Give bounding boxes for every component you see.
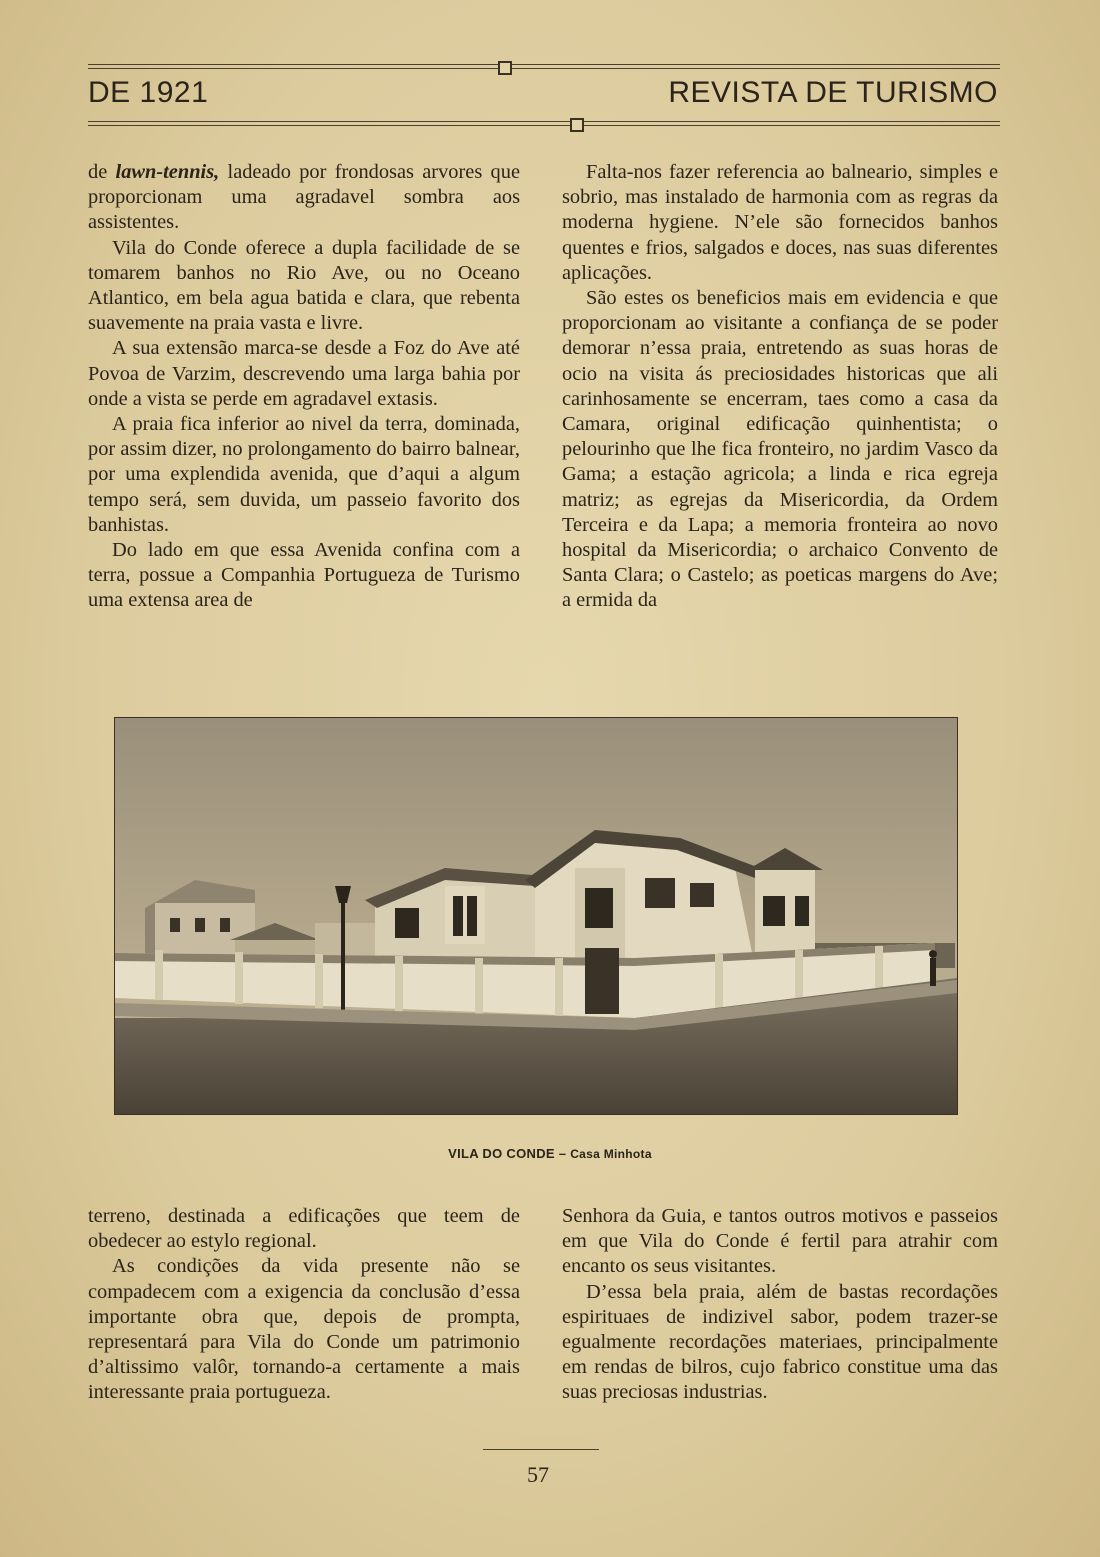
paragraph: A sua extensão marca-se desde a Foz do Ave até Povoa de Varzim, descrevendo uma larga bahia por onde a vista se perde em agradavel extasis. [88, 337, 520, 410]
paragraph: D’essa bela praia, além de bastas recordações espirituaes de indizivel sabor, podem trazer-se egualmente recordações materiaes, principalmente em rendas de bilros, cujo fabrico constitue uma das suas preciosas industrias. [562, 1280, 998, 1404]
paragraph: Falta-nos fazer referencia ao balneario, simples e sobrio, mas instalado de harmonia com as regras da moderna hygiene. N’ele são fornecidos banhos quentes e frios, salgados e doces, nas suas diferentes aplicações. [562, 161, 998, 284]
paragraph: Senhora da Guia, e tantos outros motivos e passeios em que Vila do Conde é fertil para atrahir com encanto os seus visitantes. [562, 1205, 998, 1278]
column-top-left [88, 160, 520, 614]
paragraph: Vila do Conde oferece a dupla facilidade de se tomarem banhos no Rio Ave, ou no Oceano Atlantico, em bela agua batida e clara, que rebenta suavemente na praia vasta e livre. [88, 236, 520, 335]
photo-illustration [115, 718, 957, 1114]
column-bottom-left [88, 1204, 520, 1406]
header-ornament-lower [570, 118, 584, 132]
column-top-right [562, 160, 998, 614]
caption-place: VILA DO CONDE [448, 1146, 555, 1161]
paragraph: São estes os beneficios mais em evidencia e que proporcionam ao visitante a confiança de se poder demorar n’essa praia, entretendo as suas horas de ocio na visita ás preciosidades historicas que ali carinhosamente se encerram, taes como a casa da Camara, original edificação quinhentista; o pelourinho que lhe fica fronteiro, no jardim Vasco da Gama; a estação agricola; a linda e rica egreja matriz; as egrejas da Misericordia, da Ordem Terceira e da Lapa; a memoria fronteira ao novo hospital da Misericordia; o archaico Convento de Santa Clara; o Castelo; as poeticas margens do Ave; a ermida da [562, 287, 998, 612]
photo-caption: VILA DO CONDE – Casa Minhota [448, 1146, 652, 1161]
paragraph: Do lado em que essa Avenida confina com a terra, possue a Companhia Portugueza de Turismo uma extensa area de [88, 539, 520, 612]
header-date: DE 1921 [88, 76, 209, 109]
header-bottom-rule [88, 121, 1000, 126]
page-number: 57 [527, 1462, 549, 1487]
house-photograph [114, 717, 958, 1115]
footer-rule [483, 1449, 599, 1450]
paragraph: terreno, destinada a edificações que teem de obedecer ao estylo regional. [88, 1205, 520, 1253]
paragraph: de lawn-tennis, ladeado por frondosas arvores que proporcionam uma agradavel sombra aos assistentes. [88, 161, 520, 234]
italic-term: lawn-tennis, [115, 161, 220, 183]
header-top-rule [88, 64, 1000, 69]
paragraph: A praia fica inferior ao nivel da terra, dominada, por assim dizer, no prolongamento do bairro balnear, por uma explendida avenida, que d’aqui a algum tempo será, sem duvida, um passeio favorito dos banhistas. [88, 413, 520, 536]
paragraph: As condições da vida presente não se compadecem com a exigencia da conclusão d’essa importante obra que, depois de prompta, representará para Vila do Conde um patrimonio d’altissimo valôr, tornando-a certamente a mais interessante praia portugueza. [88, 1255, 520, 1404]
caption-subject: Casa Minhota [570, 1147, 652, 1161]
header-ornament [498, 61, 512, 75]
column-bottom-right [562, 1204, 998, 1406]
header-title: REVISTA DE TURISMO [668, 76, 998, 109]
